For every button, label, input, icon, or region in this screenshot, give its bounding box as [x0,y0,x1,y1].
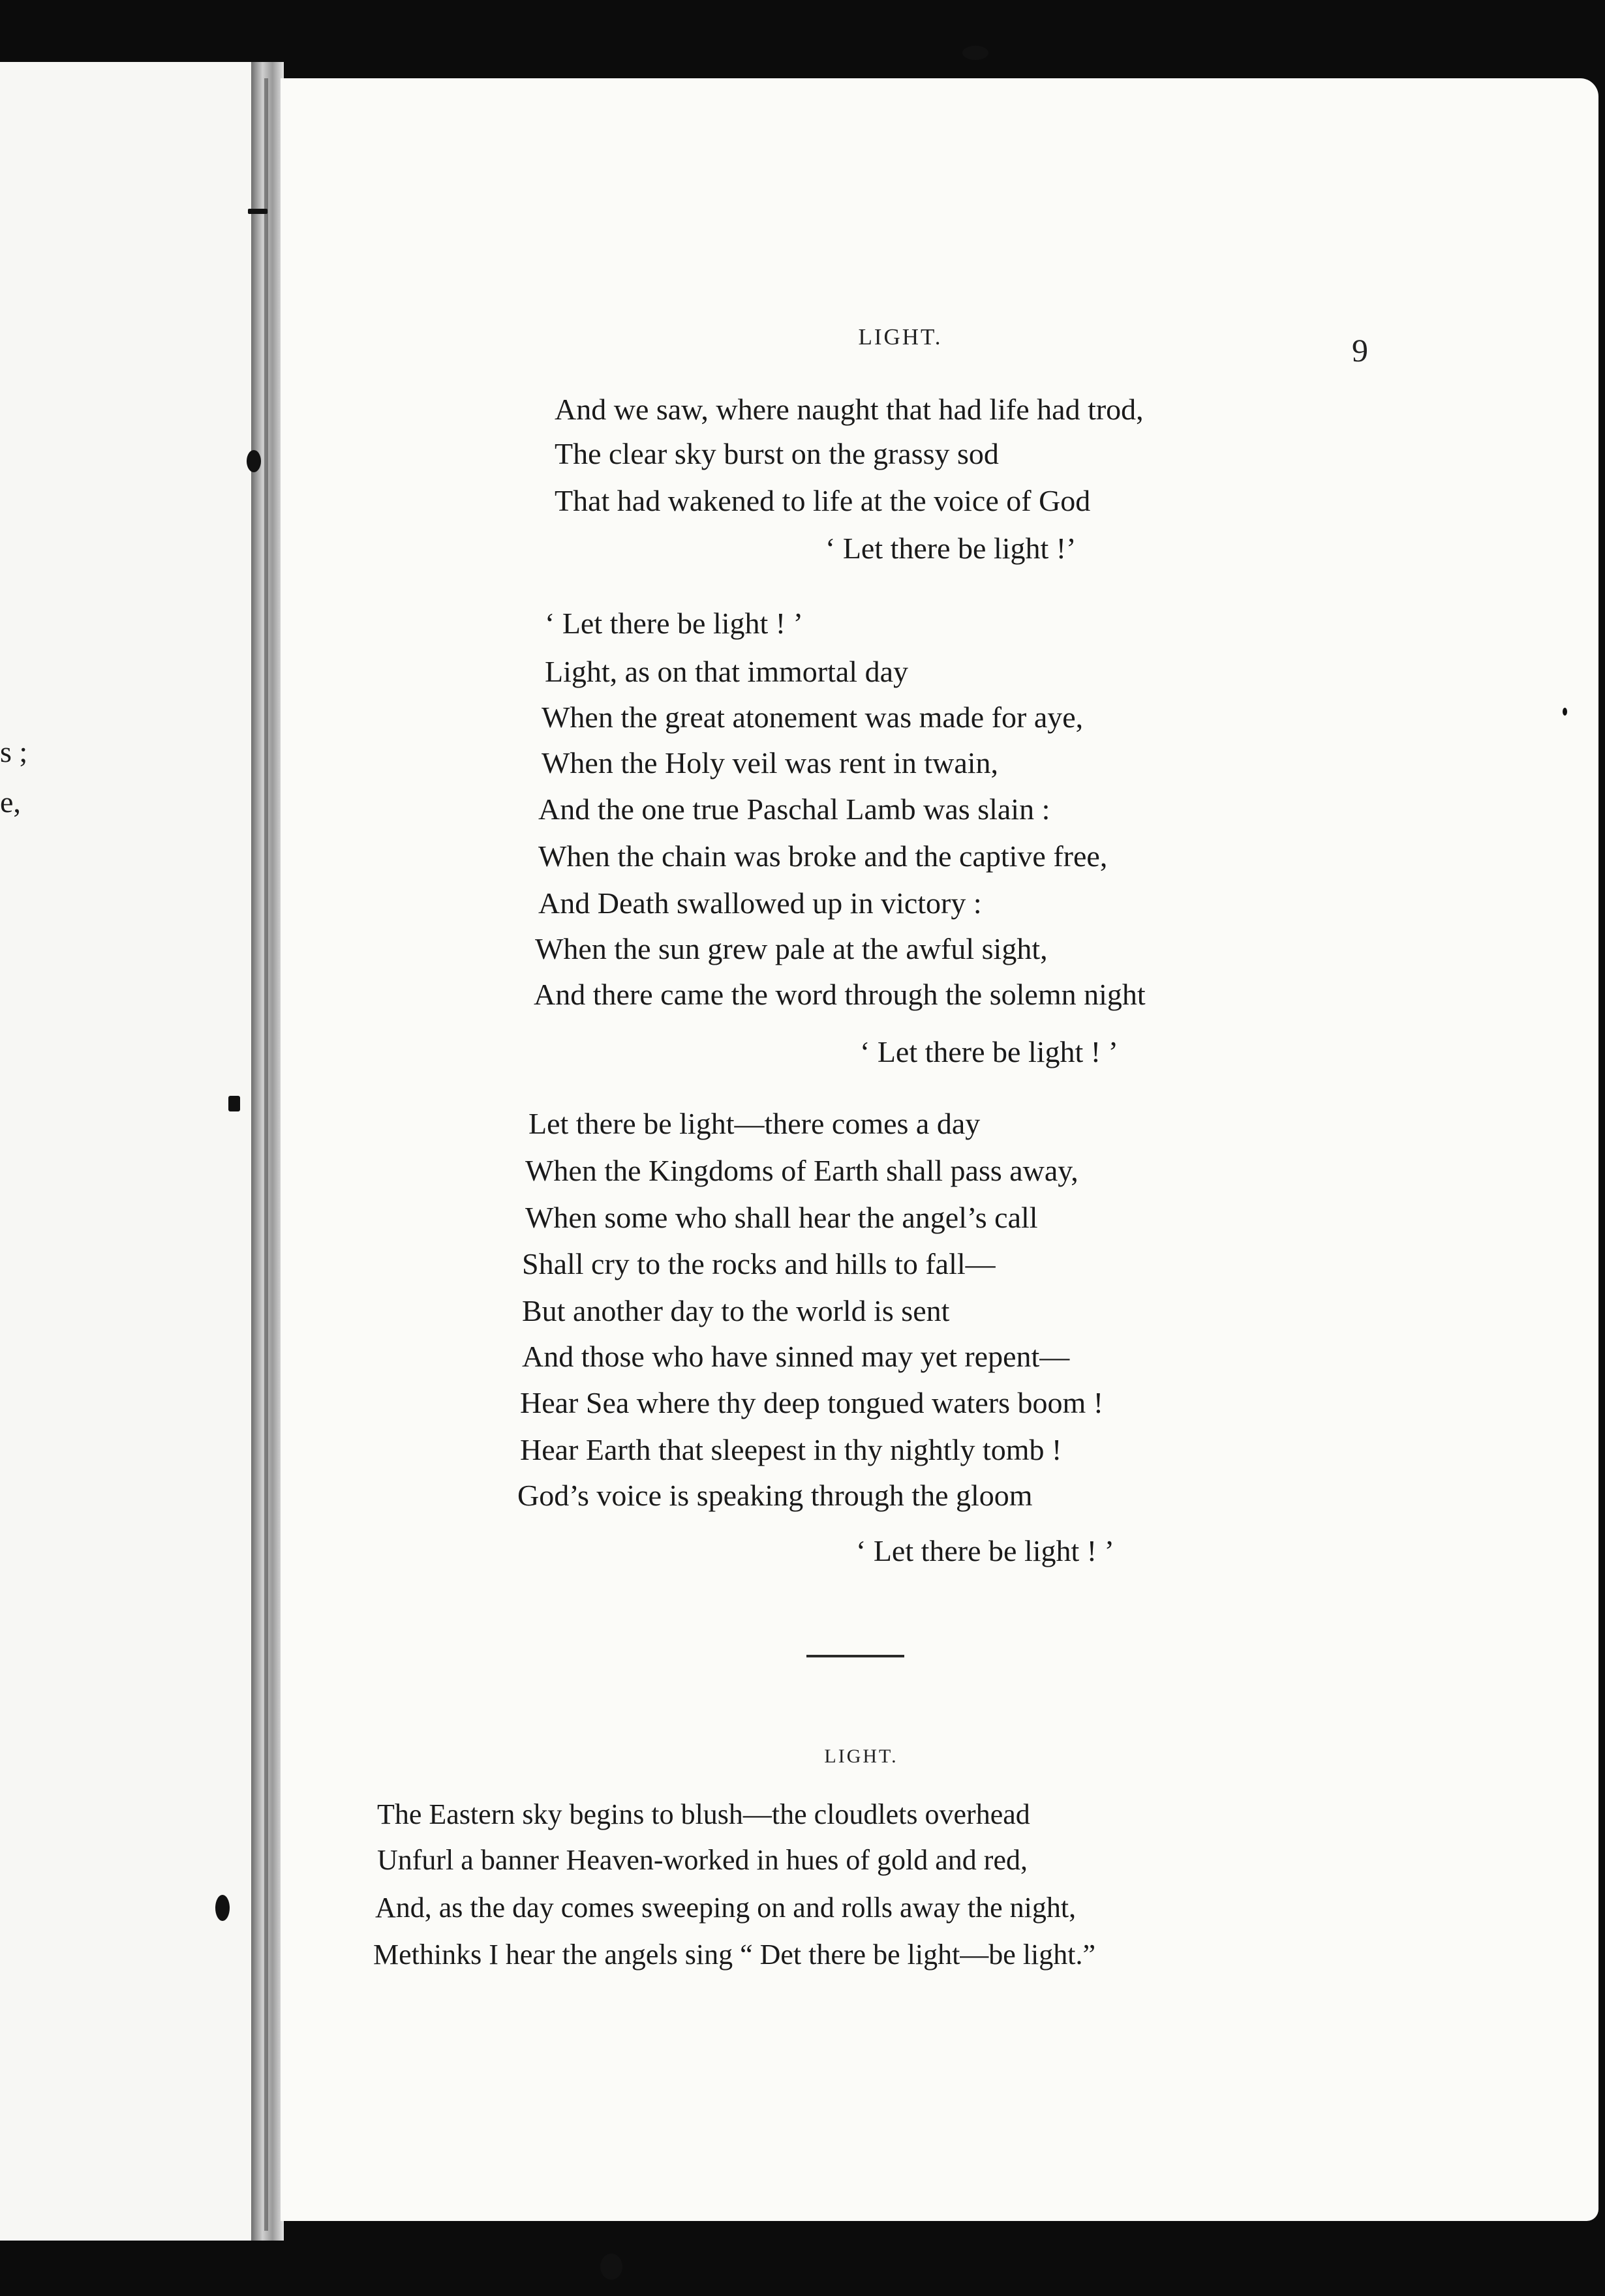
running-head: LIGHT. [858,324,943,350]
poem-refrain: ‘ Let there be light !’ [825,532,1077,565]
poem-line: Hear Earth that sleepest in thy nightly tomb ! [520,1433,1062,1466]
poem-line: When some who shall hear the angel’s call [525,1201,1038,1234]
poem-line: Unfurl a banner Heaven-worked in hues of gold and red, [377,1844,1028,1876]
left-page-fragment: s ; [0,735,28,768]
poem-line: When the great atonement was made for aye, [542,701,1084,734]
poem-line: When the Holy veil was rent in twain, [542,746,999,779]
poem-line: Hear Sea where thy deep tongued waters boom ! [520,1386,1104,1419]
poem-line: And we saw, where naught that had life had trod, [555,393,1144,426]
poem-line: When the Kingdoms of Earth shall pass away, [525,1154,1078,1187]
poem-line: And those who have sinned may yet repent— [522,1340,1070,1373]
poem-line: Shall cry to the rocks and hills to fall— [522,1247,996,1280]
page-number: 9 [1352,332,1368,369]
previous-page-edge [0,62,251,2241]
poem-line: The Eastern sky begins to blush—the cloudlets overhead [377,1798,1030,1830]
left-page-fragment: e, [0,785,21,819]
poem-line: Light, as on that immortal day [545,655,909,688]
poem-line: When the sun grew pale at the awful sight, [535,932,1048,965]
poem-refrain: ‘ Let there be light ! ’ [860,1035,1118,1068]
poem-line: The clear sky burst on the grassy sod [555,437,999,470]
poem-line: But another day to the world is sent [522,1294,950,1327]
poem-refrain: ‘ Let there be light ! ’ [545,607,803,640]
section-title: LIGHT. [824,1745,898,1767]
poem-line: Let there be light—there comes a day [528,1107,981,1140]
poem-line: And Death swallowed up in victory : [538,886,982,920]
poem-line: And the one true Paschal Lamb was slain : [538,793,1050,826]
poem-line: And, as the day comes sweeping on and rolls away the night, [375,1892,1077,1924]
poem-refrain: ‘ Let there be light ! ’ [856,1534,1114,1567]
poem-line: That had wakened to life at the voice of God [555,484,1091,517]
poem-line: Methinks I hear the angels sing “ Det there be light—be light.” [373,1939,1096,1971]
poem-line: When the chain was broke and the captive free, [538,839,1108,873]
poem-line: God’s voice is speaking through the gloom [517,1479,1033,1512]
section-divider [806,1655,904,1657]
poem-line: And there came the word through the solemn night [534,978,1146,1011]
spine-shadow [264,78,268,2231]
